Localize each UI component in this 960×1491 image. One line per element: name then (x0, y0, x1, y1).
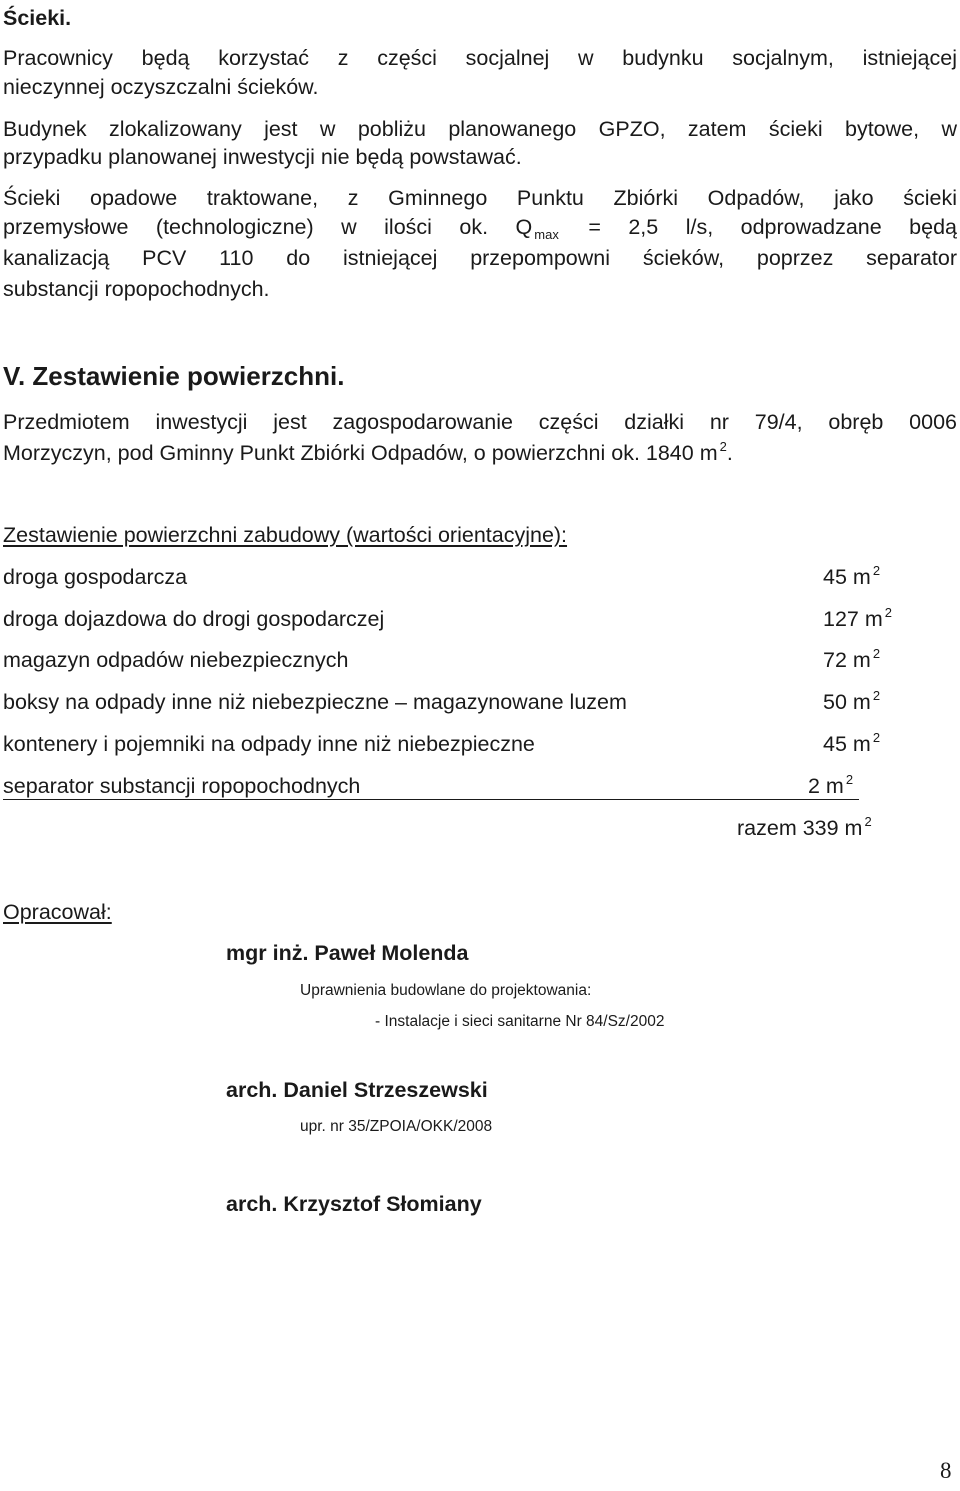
page-number: 8 (940, 1458, 952, 1483)
flow-rate-subscript: max (534, 227, 559, 242)
section-heading: Ścieki. (3, 6, 72, 30)
paragraph-line: Budynek zlokalizowany jest w pobliżu planowanego GPZO, zatem ścieki bytowe, w (3, 117, 957, 141)
paragraph-line: substancji ropopochodnych. (3, 277, 270, 301)
paragraph-line: przypadku planowanej inwestycji nie będą powstawać. (3, 145, 522, 169)
author-note: - Instalacje i sieci sanitarne Nr 84/Sz/2002 (375, 1013, 665, 1030)
area-row-label: kontenery i pojemniki na odpady inne niż niebezpieczne (3, 732, 535, 756)
area-row-label: droga gospodarcza (3, 565, 188, 589)
paragraph-line: nieczynnej oczyszczalni ścieków. (3, 75, 319, 99)
chapter-heading: V. Zestawienie powierzchni. (3, 361, 345, 391)
author-note: upr. nr 35/ZPOIA/OKK/2008 (300, 1118, 493, 1135)
sum-divider-line (3, 799, 859, 800)
area-row-value: 45 m $^2$ (823, 730, 881, 756)
author-name: mgr inż. Paweł Molenda (226, 941, 469, 965)
area-row-value: 50 m $^2$ (823, 688, 881, 714)
intro-line-area (3, 441, 733, 466)
author-name: arch. Krzysztof Słomiany (226, 1192, 482, 1216)
area-row-label: magazyn odpadów niebezpiecznych (3, 648, 349, 672)
paragraph-line-flow-rate (3, 215, 957, 240)
area-row-value: 127 m $^2$ (823, 605, 892, 631)
paragraph-line: kanalizacją PCV 110 do istniejącej przepompowni ścieków, poprzez separator (3, 246, 957, 270)
area-row-value: 2 m $^2$ (808, 772, 854, 798)
area-row-value: 45 m $^2$ (823, 563, 881, 589)
prepared-by-label: Opracował: (3, 900, 112, 924)
intro-area-text: Morzyczyn, pod Gminny Punkt Zbiórki Odpadów, o powierzchni ok. 1840 m (3, 441, 718, 465)
intro-line: Przedmiotem inwestycji jest zagospodarowanie części działki nr 79/4, obręb 0006 (3, 410, 957, 434)
flow-rate-value: = 2,5 l/s, odprowadzane będą (588, 215, 957, 239)
total-area: razem 339 m $^2$ (737, 814, 872, 840)
table-title: Zestawienie powierzchni zabudowy (wartości orientacyjne): (3, 523, 568, 547)
flow-rate-text: przemysłowe (technologiczne) w ilości ok. Q (3, 215, 533, 239)
area-row-label: separator substancji ropopochodnych (3, 774, 361, 798)
author-note: Uprawnienia budowlane do projektowania: (300, 982, 592, 999)
area-row-label: boksy na odpady inne niż niebezpieczne – magazynowane luzem (3, 690, 627, 714)
area-row-label: droga dojazdowa do drogi gospodarczej (3, 607, 385, 631)
intro-period: . (726, 441, 733, 465)
author-name: arch. Daniel Strzeszewski (226, 1078, 488, 1102)
paragraph-line: Ścieki opadowe traktowane, z Gminnego Punktu Zbiórki Odpadów, jako ścieki (3, 186, 957, 210)
area-row-value: 72 m $^2$ (823, 646, 881, 672)
unit-superscript: 2 (719, 439, 727, 454)
paragraph-line: Pracownicy będą korzystać z części socjalnej w budynku socjalnym, istniejącej (3, 46, 957, 70)
